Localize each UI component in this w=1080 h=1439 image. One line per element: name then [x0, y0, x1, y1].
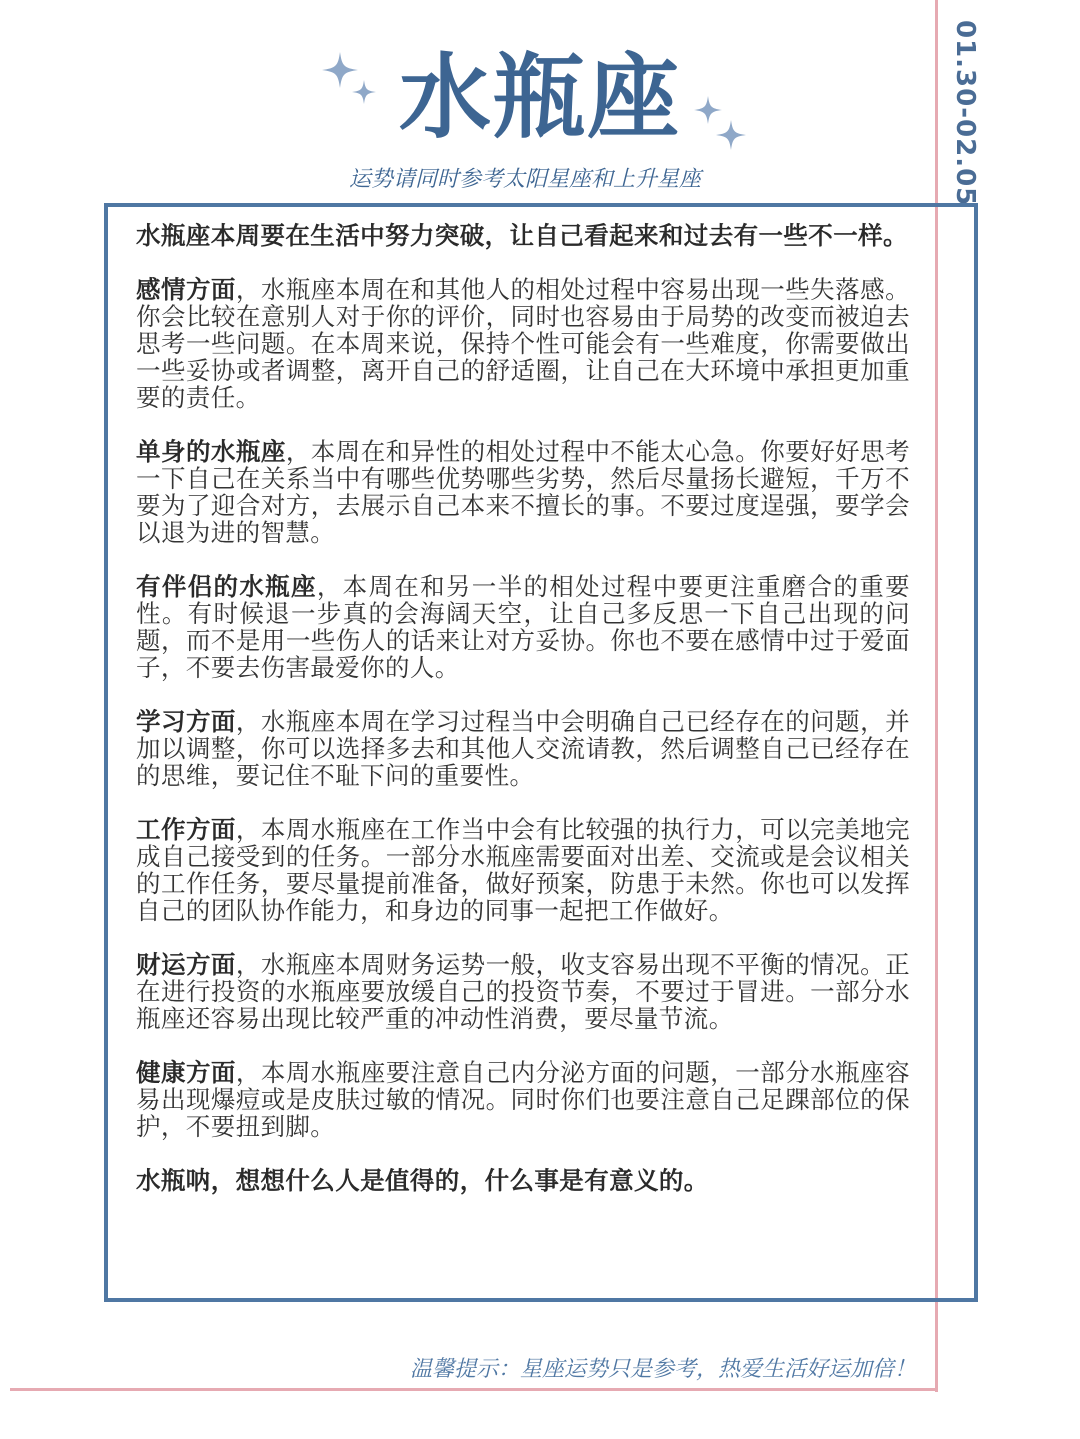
section-single: [136, 438, 910, 546]
page-subtitle: 运势请同时参考太阳星座和上升星座: [348, 167, 701, 192]
section-heading: 工作方面: [136, 815, 236, 844]
section-body: ，水瓶座本周财务运势一般，收支容易出现不平衡的情况。正在进行投资的水瓶座要放缓自己的投资节奏，不要过于冒进。一部分水瓶座还容易出现比较严重的冲动性消费，要尽量节流。: [136, 950, 910, 1033]
section-heading: 有伴侣的水瓶座: [136, 572, 317, 601]
section-body: ，本周在和异性的相处过程中不能太心急。你要好好思考一下自己在关系当中有哪些优势哪些劣势，然后尽量扬长避短，千万不要为了迎合对方，去展示自己本来不擅长的事。不要过度逞强，要学会以退为进的智慧。: [136, 437, 911, 547]
section-love: [136, 276, 910, 411]
section-heading: 学习方面: [136, 707, 236, 736]
decor-horizontal-line: [10, 1388, 938, 1391]
section-body: ，本周水瓶座在工作当中会有比较强的执行力，可以完美地完成自己接受到的任务。一部分水瓶座需要面对出差、交流或是会议相关的工作任务，要尽量提前准备，做好预案，防患于未然。你也可以发挥自己的团队协作能力，和身边的同事一起把工作做好。: [136, 815, 910, 925]
section-heading: 单身的水瓶座: [136, 437, 286, 466]
section-heading: 健康方面: [136, 1058, 236, 1087]
intro-text: 水瓶座本周要在生活中努力突破，让自己看起来和过去有一些不一样。: [136, 221, 908, 250]
sparkle-icon: [352, 80, 376, 108]
section-heading: 财运方面: [136, 950, 236, 979]
date-range: 01.30-02.05: [950, 20, 980, 207]
section-heading: 感情方面: [136, 275, 236, 304]
section-study: [136, 708, 910, 789]
closing-text: 水瓶呐，想想什么人是值得的，什么事是有意义的。: [136, 1166, 709, 1195]
sparkle-icon: [716, 120, 746, 154]
footer-tip: 温馨提示：星座运势只是参考，热爱生活好运加倍！: [410, 1357, 917, 1382]
page-title: 水瓶座: [398, 44, 681, 151]
section-work: [136, 816, 910, 924]
section-body: ，本周水瓶座要注意自己内分泌方面的问题，一部分水瓶座容易出现爆痘或是皮肤过敏的情况。同时你们也要注意自己足踝部位的保护，不要扭到脚。: [136, 1058, 910, 1141]
section-health: [136, 1059, 910, 1140]
horoscope-content: [136, 222, 910, 1194]
section-body: ，水瓶座本周在和其他人的相处过程中容易出现一些失落感。你会比较在意别人对于你的评价，同时也容易由于局势的改变而被迫去思考一些问题。在本周来说，保持个性可能会有一些难度，你需要做出一些妥协或者调整，离开自己的舒适圈，让自己在大环境中承担更加重要的责任。: [136, 275, 910, 412]
section-body: ，本周在和另一半的相处过程中要更注重磨合的重要性。有时候退一步真的会海阔天空，让自己多反思一下自己出现的问题，而不是用一些伤人的话来让对方妥协。你也不要在感情中过于爱面子，不要去伤害最爱你的人。: [136, 572, 910, 682]
section-finance: [136, 951, 910, 1032]
section-partnered: [136, 573, 910, 681]
section-body: ，水瓶座本周在学习过程当中会明确自己已经存在的问题，并加以调整，你可以选择多去和其他人交流请教，然后调整自己已经存在的思维，要记住不耻下问的重要性。: [136, 707, 910, 790]
